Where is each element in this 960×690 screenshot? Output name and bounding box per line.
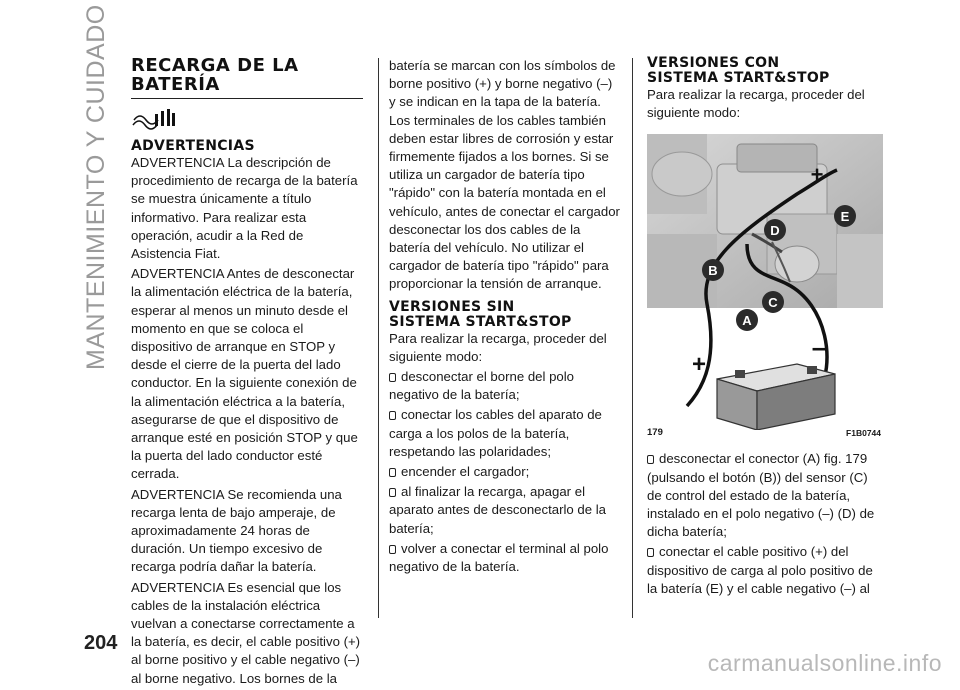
bullet-square-icon: [647, 455, 654, 464]
warning-paragraph-2: ADVERTENCIA Antes de desconectar la alimentación eléctrica de la batería, esperar al menos un minuto desde el momento en que se coloca el dispositivo de arranque en STOP y desde el cierre de la puerta del lado conductor. En la siguiente conexión de la alimentación eléctrica a la batería, asegurarse de que el dispositivo de arranque esté en posición STOP y que la puerta del lado conductor esté cerrada.: [131, 266, 358, 482]
label-c: C: [768, 295, 778, 311]
page-number: 204: [84, 632, 118, 654]
bullet-square-icon: [389, 545, 396, 554]
heading-sin-start-stop: VERSIONES SIN SISTEMA START&STOP: [389, 298, 572, 330]
warning-paragraph-1: ADVERTENCIA La descripción de procedimiento de recarga de la batería se muestra únicamente a título informativo. Para realizar esta operación, acudir a la Red de Asistencia Fiat.: [131, 155, 358, 262]
label-b: B: [708, 263, 718, 279]
intro-paragraph: Para realizar la recarga, proceder del siguiente modo:: [647, 87, 865, 121]
list-item: conectar los cables del aparato de carga a los polos de la batería, respetando las polaridades;: [389, 407, 602, 459]
bullet-square-icon: [389, 411, 396, 420]
warnings-heading: ADVERTENCIAS: [131, 138, 255, 154]
list-item: volver a conectar el terminal al polo negativo de la batería.: [389, 540, 609, 575]
watermark: carmanualsonline.info: [707, 650, 942, 676]
battery-warning-icon: [131, 108, 177, 130]
warning-paragraph-4: ADVERTENCIA Es esencial que los cables de la instalación eléctrica vuelvan a conectarse correctamente a la batería, es decir, el cable positivo (+) al borne positivo y el cable negativo (–) al borne negativo. Los bornes de la: [131, 579, 361, 686]
heading-con-start-stop: VERSIONES CON SISTEMA START&STOP: [647, 55, 830, 86]
engine-bay-illustration: [647, 134, 883, 430]
title-rule: [131, 98, 363, 99]
column-divider-2: [632, 58, 633, 618]
label-e: E: [840, 209, 850, 225]
column-1: [131, 56, 363, 690]
column-2: [389, 57, 621, 578]
list-item: al finalizar la recarga, apagar el aparato antes de desconectarlo de la batería;: [389, 484, 607, 536]
label-plus-top: +: [810, 162, 824, 188]
list-item: desconectar el conector (A) fig. 179 (pulsando el botón (B)) del sensor (C) de control del estado de la batería, instalado en el polo negativo (–) (D) de dicha batería;: [647, 451, 875, 540]
label-plus: +: [691, 351, 707, 379]
section-title: RECARGA DE LA BATERÍA: [131, 55, 299, 95]
label-a: A: [742, 313, 752, 329]
warning-paragraph-3: ADVERTENCIA Se recomienda una recarga lenta de bajo amperaje, de aproximadamente 24 horas de duración. Un tiempo excesivo de recarga podría dañar la batería.: [131, 486, 342, 575]
intro-paragraph: Para realizar la recarga, proceder del siguiente modo:: [389, 330, 607, 364]
figure-battery-charging: [647, 134, 883, 450]
continued-paragraph: batería se marcan con los símbolos de borne positivo (+) y borne negativo (–) y se indican en la tapa de la batería. Los terminales de los cables también deben estar libres de corrosión y estar firmemente fijados a los bornes. Si se utiliza un cargador de batería tipo "rápido" con la batería montada en el vehículo, antes de conectar el cargador desconectar los dos cables de la batería del vehículo. No utilizar el cargador de batería tipo "rápido" para proporcionar la tensión de arranque.: [389, 58, 620, 292]
figure-code: F1B0744: [846, 428, 881, 439]
bullet-square-icon: [389, 488, 396, 497]
list-item: desconectar el borne del polo negativo de la batería;: [389, 369, 575, 403]
list-item: conectar el cable positivo (+) del dispositivo de carga al polo positivo de la batería (E) y el cable negativo (–) al: [647, 544, 873, 596]
figure-number: 179: [647, 427, 663, 439]
label-d: D: [770, 223, 780, 239]
side-section-title: MANTENIMIENTO Y CUIDADO: [82, 4, 110, 370]
column-3: [647, 56, 883, 600]
list-item: encender el cargador;: [389, 463, 621, 481]
bullet-square-icon: [389, 468, 396, 477]
bullet-square-icon: [389, 373, 396, 382]
column-divider-1: [378, 58, 379, 618]
label-minus: –: [811, 332, 827, 363]
bullet-square-icon: [647, 548, 654, 557]
